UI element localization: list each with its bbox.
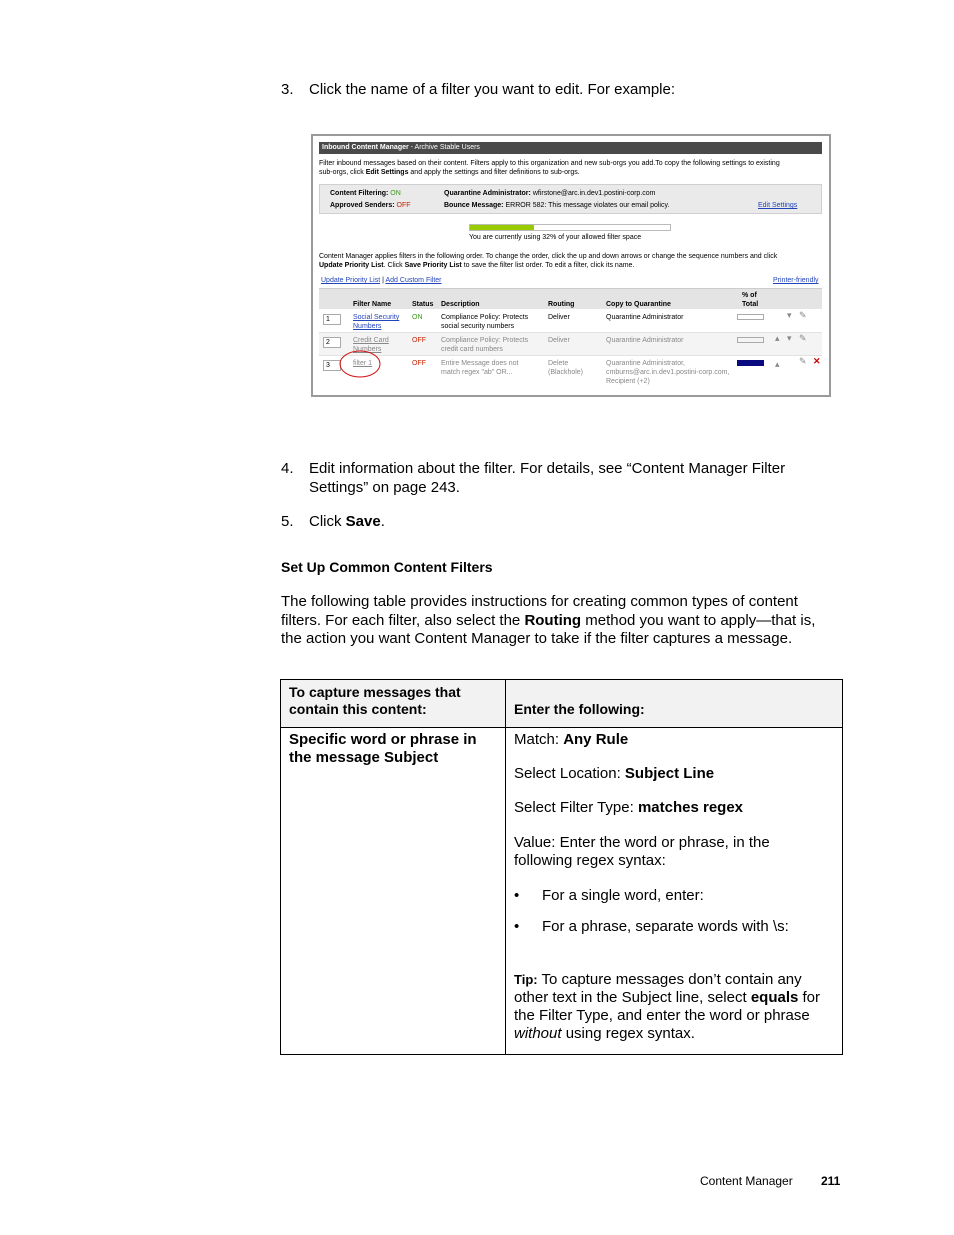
table-header-row: To capture messages that contain this content: Enter the following:	[281, 680, 843, 728]
filter-name-link[interactable]: Social Security Numbers	[353, 314, 400, 330]
order-instructions: Content Manager applies filters in the following order. To change the order, click the up and down arrows or change the sequence numbers and click Update Priority List. Click Save Priority List to save the filter list order. To edit a filter, click its name.	[319, 253, 778, 269]
percent-bar	[737, 337, 764, 343]
content-filters-table	[280, 679, 843, 1055]
sequence-input[interactable]: 2	[323, 337, 341, 348]
filter-status: ON	[412, 314, 423, 321]
edit-icon[interactable]: ✎	[799, 356, 807, 366]
table-row: 1 Social Security Numbers ON Compliance Policy: Protects social security numbers Deliver Quarantine Administrator ▾ ✎	[319, 310, 822, 333]
step-text: Click Save.	[309, 513, 385, 530]
step-5	[281, 512, 841, 532]
step-text: Click the name of a filter you want to edit. For example:	[309, 81, 675, 98]
arrow-down-icon[interactable]: ▾	[787, 310, 792, 320]
page-number: 211	[821, 1174, 841, 1188]
filter-table-header: Filter Name Status Description Routing Copy to Quarantine % of Total	[319, 288, 822, 309]
panel-intro: Filter inbound messages based on their content. Filters apply to this organization and new sub-orgs you add.To copy the following settings to existing sub-orgs, click Edit Settings and apply the settings and filter definitions to sub-orgs.	[319, 160, 780, 176]
step-number: 5.	[281, 513, 294, 530]
panel-title-bar: Inbound Content Manager - Archive Stable Users	[319, 142, 822, 154]
printer-friendly-link[interactable]: Printer-friendly	[773, 277, 819, 284]
table-row: 2 Credit Card Numbers OFF Compliance Policy: Protects credit card numbers Deliver Quarantine Administrator ▴ ▾ ✎	[319, 333, 822, 356]
step-number: 4.	[281, 460, 294, 477]
section-heading: Set Up Common Content Filters	[281, 559, 493, 575]
filter-name-link[interactable]: filter 1	[353, 360, 373, 367]
sequence-input[interactable]: 1	[323, 314, 341, 325]
update-priority-link[interactable]: Update Priority List	[321, 277, 381, 284]
table-row: Specific word or phrase in the message Subject Match: Any Rule Select Location: Subject Line Select Filter Type: matches regex Value: Enter the word or phrase, in the following regex syntax: • For a single word, enter: • For a phrase, separate words with \s: Tip: To capture messages don’t contain any other text in the Subject line, select equals for the Filter Type, and enter the word or phrase without using regex syntax.	[281, 728, 843, 1055]
content-filtering-status: ON	[390, 190, 401, 197]
step-4	[281, 459, 841, 499]
percent-bar	[737, 360, 764, 366]
step-number: 3.	[281, 81, 294, 98]
filter-status: OFF	[412, 337, 426, 344]
bullet: •	[514, 887, 520, 904]
edit-icon[interactable]: ✎	[799, 310, 807, 320]
settings-summary: Content Filtering: ON Approved Senders: OFF Quarantine Administrator: wfirstone@arc.in.dev1.postini-corp.com Bounce Message: ERROR 582: This message violates our email policy. Edit Settings	[319, 184, 822, 214]
filter-space-text: You are currently using 32% of your allowed filter space	[469, 234, 642, 241]
approved-senders-status: OFF	[396, 202, 411, 209]
add-custom-filter-link[interactable]: Add Custom Filter	[385, 277, 442, 284]
filter-list-screenshot: Inbound Content Manager - Archive Stable Users Filter inbound messages based on their content. Filters apply to this organization and new sub-orgs you add.To copy the following settings to existing sub-orgs, click Edit Settings and apply the settings and filter definitions to sub-orgs. Content Filtering: ON Approved Senders: OFF Quarantine Administrator: wfirstone@arc.in.dev1.postini-corp.com Bounce Message: ERROR 582: This message violates our email policy. Edit Settings You are currently using 32% of your allowed filter space Content Manager applies filters in the following order. To change the order, click the up and down arrows or change the sequence numbers and click Update Priority List. Click Save Priority List to save the filter list order. To edit a filter, click its name. Update Priority List | Add Custom Filter Printer-friendly Filter Name Status Description Routing Copy to Quarantine % of Total 1 Social Security Numbers ON Compliance Policy: Protects social security numbers Deliver Quarantine Administrator ▾ ✎ 2 Credit Card Numbers OFF Compliance Policy: Protects credit card numbers Deliver Quarantine Administrator ▴ ▾ ✎ 3 filter 1 OFF Entire Message does not match regex "ab" OR... Delete (Blackhole) Quarantine Administrator, cmburns@arc.in.dev1.postini-corp.com, Recipient (+2) ▴ ✎ ✕	[311, 134, 831, 397]
table-row: 3 filter 1 OFF Entire Message does not match regex "ab" OR... Delete (Blackhole) Quarantine Administrator, cmburns@arc.in.dev1.postini-corp.com, Recipient (+2) ▴ ✎ ✕	[319, 356, 822, 388]
sequence-input[interactable]: 3	[323, 360, 341, 371]
filter-space-bar	[469, 224, 671, 231]
edit-settings-link[interactable]: Edit Settings	[758, 202, 798, 209]
highlight-circle	[337, 348, 383, 380]
filter-status: OFF	[412, 360, 426, 367]
step-text: Edit information about the filter. For details, see “Content Manager Filter Settings” on page 243.	[309, 460, 786, 496]
edit-icon[interactable]: ✎	[799, 333, 807, 343]
percent-bar	[737, 314, 764, 320]
step-3	[281, 80, 841, 100]
footer-section: Content Manager	[700, 1174, 793, 1188]
delete-icon[interactable]: ✕	[813, 356, 821, 366]
arrow-up-icon[interactable]: ▴	[775, 333, 780, 343]
arrow-down-icon[interactable]: ▾	[787, 333, 792, 343]
filter-name-link[interactable]: Credit Card Numbers	[353, 337, 389, 353]
intro-paragraph: The following table provides instructions for creating common types of content filters. For each filter, also select the Routing method you want to apply—that is, the action you want Content Manager to take if the filter captures a message.	[281, 593, 816, 647]
arrow-up-icon[interactable]: ▴	[775, 359, 780, 369]
